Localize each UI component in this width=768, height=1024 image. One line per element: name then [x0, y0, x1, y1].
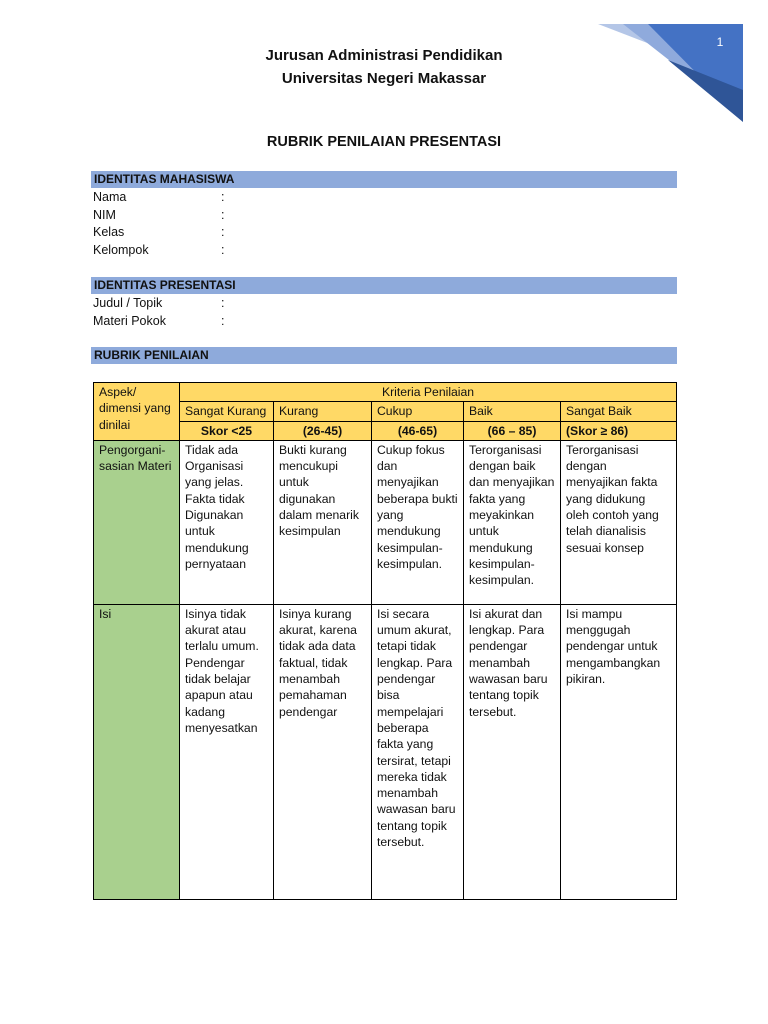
- field-nim: [93, 207, 224, 225]
- field-kelas: [93, 224, 224, 242]
- header-university: Universitas Negeri Makassar: [281, 70, 487, 87]
- criteria-cell: Cukup fokus dan menyajikan beberapa bukti yang mendukung kesimpulan-kesimpulan.: [372, 440, 464, 604]
- identitas-mahasiswa-fields: [93, 189, 224, 259]
- section-rubrik-penilaian: RUBRIK PENILAIAN: [91, 347, 677, 364]
- section-identitas-mahasiswa: IDENTITAS MAHASISWA: [91, 171, 677, 188]
- level-row: [94, 402, 677, 421]
- field-nama: [93, 189, 224, 207]
- aspect-cell: Isi: [94, 604, 180, 899]
- field-judul-topik: [93, 295, 224, 313]
- field-colon: :: [221, 296, 225, 310]
- criteria-cell: Isinya tidak akurat atau terlalu umum. Pendengar tidak belajar apapun atau kadang menyesatkan: [180, 604, 274, 899]
- identitas-presentasi-fields: [93, 295, 224, 330]
- criteria-cell: Bukti kurang mencukupi untuk digunakan dalam menarik kesimpulan: [274, 440, 372, 604]
- field-colon: :: [221, 207, 225, 222]
- field-label: Kelas: [93, 225, 125, 239]
- aspect-cell: Pengorgani-sasian Materi: [94, 440, 180, 604]
- score-header: (46-65): [372, 421, 464, 440]
- field-materi-pokok: [93, 313, 224, 331]
- table-header-row: [94, 383, 677, 402]
- score-header: (26-45): [274, 421, 372, 440]
- field-label: Judul / Topik: [93, 296, 163, 310]
- field-colon: :: [221, 190, 225, 204]
- table-row: [94, 604, 677, 899]
- field-label: Nama: [93, 190, 127, 204]
- level-header: Kurang: [274, 402, 372, 421]
- level-header: Baik: [464, 402, 561, 421]
- aspect-header: Aspek/ dimensi yang dinilai: [94, 383, 180, 441]
- page-number: 1: [716, 35, 724, 49]
- field-label: NIM: [93, 207, 116, 222]
- criteria-cell: Isi akurat dan lengkap. Para pendengar menambah wawasan baru tentang topik tersebut.: [464, 604, 561, 899]
- score-row: [94, 421, 677, 440]
- criteria-cell: Isi secara umum akurat, tetapi tidak lengkap. Para pendengar bisa mempelajari beberapa fakta yang tersirat, tetapi mereka tidak menambah wawasan baru tentang topik tersebut.: [372, 604, 464, 899]
- field-label: Materi Pokok: [93, 313, 166, 328]
- field-colon: :: [221, 242, 225, 257]
- level-header: Sangat Kurang: [180, 402, 274, 421]
- level-header: Cukup: [372, 402, 464, 421]
- field-colon: :: [221, 225, 225, 239]
- document-header: [0, 44, 768, 90]
- score-header: (Skor ≥ 86): [561, 421, 677, 440]
- header-department: Jurusan Administrasi Pendidikan: [265, 47, 503, 64]
- section-identitas-presentasi: IDENTITAS PRESENTASI: [91, 277, 677, 294]
- field-label: Kelompok: [93, 242, 149, 257]
- score-header: Skor <25: [180, 421, 274, 440]
- level-header: Sangat Baik: [561, 402, 677, 421]
- criteria-cell: Isi mampu menggugah pendengar untuk mengambangkan pikiran.: [561, 604, 677, 899]
- table-row: [94, 440, 677, 604]
- field-kelompok: [93, 242, 224, 260]
- criteria-cell: Tidak ada Organisasi yang jelas. Fakta tidak Digunakan untuk mendukung pernyataan: [180, 440, 274, 604]
- criteria-cell: Isinya kurang akurat, karena tidak ada data faktual, tidak menambah pemahaman pendengar: [274, 604, 372, 899]
- page-title: RUBRIK PENILAIAN PRESENTASI: [266, 134, 502, 150]
- field-colon: :: [221, 313, 225, 328]
- criteria-cell: Terorganisasi dengan menyajikan fakta yang didukung oleh contoh yang telah dianalisis sesuai konsep: [561, 440, 677, 604]
- rubric-table: [93, 382, 677, 900]
- criteria-cell: Terorganisasi dengan baik dan menyajikan fakta yang meyakinkan untuk mendukung kesimpulan-kesimpulan.: [464, 440, 561, 604]
- score-header: (66 – 85): [464, 421, 561, 440]
- criteria-header: Kriteria Penilaian: [180, 383, 677, 402]
